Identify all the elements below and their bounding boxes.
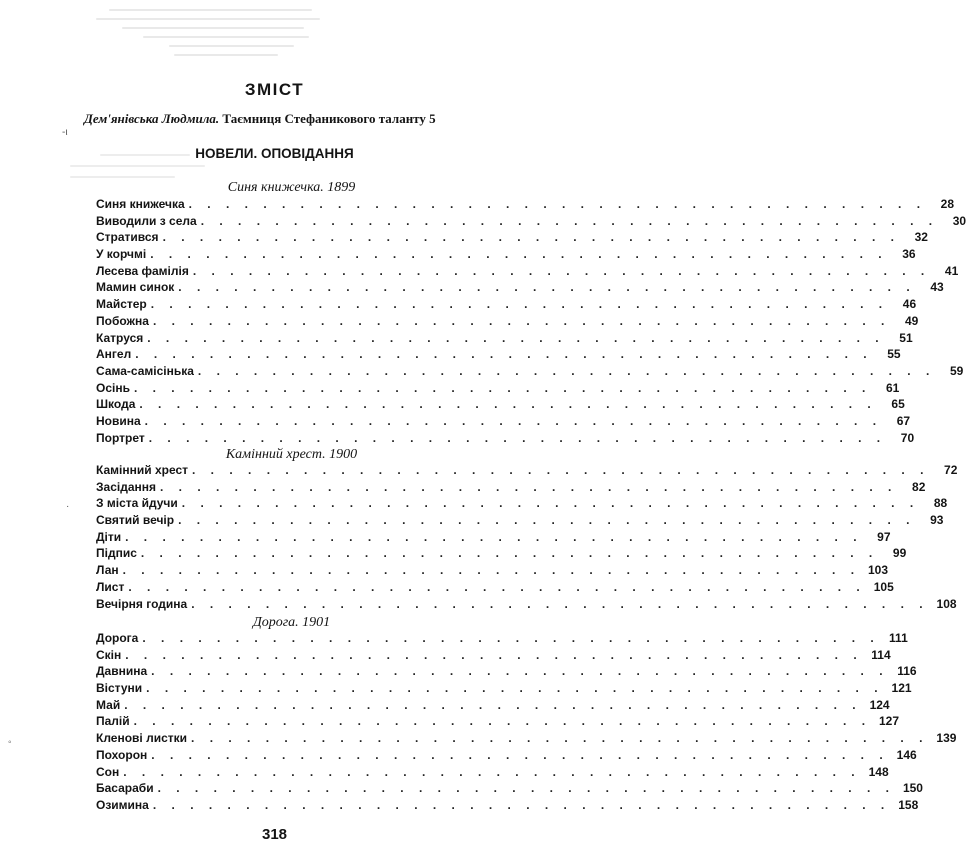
entry-title: Сама-самісінька bbox=[96, 363, 194, 378]
entry-page: 97 bbox=[877, 529, 891, 544]
dot-leader: . . . . . . . . . . . . . . . . . . . . . . . . . . . . . . . . . . . . . . . . bbox=[148, 430, 887, 445]
dot-leader: . . . . . . . . . . . . . . . . . . . . . . . . . . . . . . . . . . . . . . . . bbox=[150, 297, 889, 312]
dot-leader: . . . . . . . . . . . . . . . . . . . . . . . . . . . . . . . . . . . . . . . . bbox=[125, 647, 863, 662]
dot-leader: . . . . . . . . . . . . . . . . . . . . . . . . . . . . . . . . . . . . . . . . bbox=[133, 714, 872, 729]
entry-title: Підпис bbox=[96, 546, 137, 561]
entry-title: Лан bbox=[96, 563, 119, 578]
page-number: 318 bbox=[261, 826, 288, 843]
entry-title: Синя книжечка bbox=[96, 197, 185, 211]
show-through-text bbox=[70, 2, 330, 92]
entry-page: 67 bbox=[896, 413, 911, 428]
entry-page: 28 bbox=[940, 197, 955, 211]
entry-title: Похорон bbox=[96, 747, 148, 762]
dot-leader: . . . . . . . . . . . . . . . . . . . . . . . . . . . . . . . . . . . . . . . . bbox=[178, 280, 916, 295]
toc-entry bbox=[96, 413, 911, 431]
entry-page: 59 bbox=[949, 363, 964, 378]
toc-entry bbox=[96, 797, 919, 815]
dot-leader: . . . . . . . . . . . . . . . . . . . . . . . . . . . . . . . . . . . . . . . . bbox=[142, 631, 880, 645]
entry-page: 114 bbox=[871, 647, 891, 662]
dot-leader: . . . . . . . . . . . . . . . . . . . . . . . . . . . . . . . . . . . . . . . . bbox=[128, 579, 866, 594]
dot-leader: . . . . . . . . . . . . . . . . . . . . . . . . . . . . . . . . . . . . . . . . bbox=[191, 731, 929, 746]
entry-page: 127 bbox=[879, 714, 900, 729]
toc-entry bbox=[96, 347, 901, 364]
toc-entry bbox=[96, 529, 891, 547]
dot-leader: . . . . . . . . . . . . . . . . . . . . . . . . . . . . . . . . . . . . . . . . bbox=[152, 313, 891, 328]
toc-entry bbox=[96, 563, 889, 580]
toc-entry bbox=[96, 263, 959, 281]
entry-title: У корчмі bbox=[96, 247, 147, 262]
dot-leader: . . . . . . . . . . . . . . . . . . . . . . . . . . . . . . . . . . . . . . . . bbox=[150, 247, 888, 262]
entry-page: 49 bbox=[905, 313, 919, 328]
entry-page: 103 bbox=[868, 563, 889, 578]
dot-leader: . . . . . . . . . . . . . . . . . . . . . . . . . . . . . . . . . . . . . . . . bbox=[125, 529, 863, 544]
entry-title: Побожна bbox=[96, 313, 149, 328]
dot-leader: . . . . . . . . . . . . . . . . . . . . . . . . . . . . . . . . . . . . . . . . bbox=[200, 213, 939, 228]
entry-title: Палій bbox=[96, 714, 130, 729]
entry-title: Майстер bbox=[96, 297, 147, 312]
entry-title: Вечірня година bbox=[96, 596, 188, 611]
entry-page: 124 bbox=[869, 697, 890, 712]
entry-page: 65 bbox=[891, 397, 905, 412]
dot-leader: . . . . . . . . . . . . . . . . . . . . . . . . . . . . . . . . . . . . . . . . bbox=[162, 230, 900, 245]
dot-leader: . . . . . . . . . . . . . . . . . . . . . . . . . . . . . . . . . . . . . . . . bbox=[188, 197, 927, 211]
entry-title: Мамин синок bbox=[96, 280, 175, 295]
toc-list bbox=[96, 197, 966, 447]
entry-page: 55 bbox=[887, 347, 901, 362]
entry-page: 99 bbox=[892, 546, 907, 561]
toc-entry bbox=[96, 430, 915, 448]
dot-leader: . . . . . . . . . . . . . . . . . . . . . . . . . . . . . . . . . . . . . . . . bbox=[181, 496, 920, 511]
toc-entry bbox=[96, 397, 905, 414]
intro-author: Дем'янівська Людмила. bbox=[84, 111, 220, 126]
margin-mark: -ι bbox=[62, 127, 68, 138]
toc-entry bbox=[96, 280, 944, 297]
toc-list bbox=[96, 463, 958, 613]
entry-title: Камінний хрест bbox=[96, 463, 189, 477]
collection-title: Синя книжечка. 1899 bbox=[227, 180, 356, 195]
entry-title: Виводили з села bbox=[96, 213, 197, 228]
entry-title: Сон bbox=[96, 764, 120, 779]
entry-page: 41 bbox=[944, 263, 959, 278]
entry-title: Лист bbox=[96, 579, 125, 594]
entry-page: 43 bbox=[930, 280, 944, 295]
toc-entry bbox=[96, 247, 916, 264]
dot-leader: . . . . . . . . . . . . . . . . . . . . . . . . . . . . . . . . . . . . . . . . bbox=[124, 697, 862, 712]
toc-entry bbox=[96, 731, 957, 748]
entry-title: Кленові листки bbox=[96, 731, 188, 746]
toc-entry bbox=[96, 463, 958, 480]
entry-title: Новина bbox=[96, 413, 141, 428]
toc-entry bbox=[96, 546, 907, 563]
entry-title: Осінь bbox=[96, 380, 130, 395]
toc-entry bbox=[96, 596, 957, 614]
entry-title: Давнина bbox=[96, 664, 148, 679]
dot-leader: . . . . . . . . . . . . . . . . . . . . . . . . . . . . . . . . . . . . . . . . bbox=[191, 596, 929, 611]
toc-heading: ЗМІСТ bbox=[244, 80, 305, 99]
toc-entry bbox=[96, 747, 917, 765]
dot-leader: . . . . . . . . . . . . . . . . . . . . . . . . . . . . . . . . . . . . . . . . bbox=[123, 764, 861, 779]
dot-leader: . . . . . . . . . . . . . . . . . . . . . . . . . . . . . . . . . . . . . . . . bbox=[147, 330, 885, 345]
entry-page: 93 bbox=[930, 513, 944, 528]
entry-title: Катруся bbox=[96, 330, 144, 345]
entry-title: Вістуни bbox=[96, 681, 143, 696]
intro-page: 5 bbox=[429, 111, 436, 126]
entry-page: 46 bbox=[902, 297, 917, 312]
toc-list bbox=[96, 631, 957, 815]
entry-page: 82 bbox=[912, 479, 926, 494]
toc-entry bbox=[96, 213, 966, 231]
entry-page: 32 bbox=[914, 230, 928, 245]
entry-page: 108 bbox=[936, 596, 957, 611]
dot-leader: . . . . . . . . . . . . . . . . . . . . . . . . . . . . . . . . . . . . . . . . bbox=[160, 479, 898, 494]
entry-page: 51 bbox=[899, 330, 913, 345]
toc-entry bbox=[96, 631, 908, 648]
entry-page: 111 bbox=[889, 631, 908, 645]
dot-leader: . . . . . . . . . . . . . . . . . . . . . . . . . . . . . . . . . . . . . . . . bbox=[157, 781, 895, 796]
collection-title: Дорога. 1901 bbox=[252, 615, 331, 630]
entry-page: 146 bbox=[896, 747, 917, 762]
section-heading: НОВЕЛИ. ОПОВІДАННЯ bbox=[195, 146, 354, 161]
entry-title: З міста йдучи bbox=[96, 496, 178, 511]
entry-page: 61 bbox=[886, 380, 900, 395]
entry-title: Ангел bbox=[96, 347, 132, 362]
margin-mark: ◦ bbox=[8, 737, 12, 748]
toc-entry bbox=[96, 714, 900, 731]
entry-page: 139 bbox=[936, 731, 957, 746]
entry-title: Озимина bbox=[96, 797, 149, 812]
toc-entry bbox=[96, 197, 955, 214]
dot-leader: . . . . . . . . . . . . . . . . . . . . . . . . . . . . . . . . . . . . . . . . bbox=[139, 397, 877, 412]
entry-title: Басараби bbox=[96, 781, 154, 796]
entry-title: Стратився bbox=[96, 230, 159, 245]
dot-leader: . . . . . . . . . . . . . . . . . . . . . . . . . . . . . . . . . . . . . . . . bbox=[140, 546, 879, 561]
dot-leader: . . . . . . . . . . . . . . . . . . . . . . . . . . . . . . . . . . . . . . . . bbox=[135, 347, 873, 362]
dot-leader: . . . . . . . . . . . . . . . . . . . . . . . . . . . . . . . . . . . . . . . . bbox=[146, 681, 884, 696]
entry-page: 148 bbox=[868, 764, 889, 779]
toc-entry bbox=[96, 764, 889, 782]
dot-leader: . . . . . . . . . . . . . . . . . . . . . . . . . . . . . . . . . . . . . . . . bbox=[133, 380, 872, 395]
entry-title: Дорога bbox=[96, 631, 139, 645]
entry-page: 158 bbox=[898, 797, 919, 812]
dot-leader: . . . . . . . . . . . . . . . . . . . . . . . . . . . . . . . . . . . . . . . . bbox=[122, 563, 861, 578]
dot-leader: . . . . . . . . . . . . . . . . . . . . . . . . . . . . . . . . . . . . . . . . bbox=[151, 664, 889, 679]
dot-leader: . . . . . . . . . . . . . . . . . . . . . . . . . . . . . . . . . . . . . . . . bbox=[192, 263, 931, 278]
dot-leader: . . . . . . . . . . . . . . . . . . . . . . . . . . . . . . . . . . . . . . . . bbox=[197, 363, 936, 378]
toc-entry bbox=[96, 363, 964, 381]
toc-entry bbox=[96, 781, 923, 798]
toc-entry bbox=[96, 513, 944, 530]
toc-entry bbox=[96, 479, 926, 497]
toc-entry bbox=[96, 380, 900, 398]
toc-entry bbox=[96, 647, 891, 665]
toc-entry bbox=[96, 681, 912, 698]
intro-entry bbox=[84, 111, 504, 127]
dot-leader: . . . . . . . . . . . . . . . . . . . . . . . . . . . . . . . . . . . . . . . . bbox=[178, 513, 916, 528]
entry-page: 70 bbox=[900, 430, 915, 445]
toc-entry bbox=[96, 330, 913, 348]
toc-entry bbox=[96, 697, 890, 715]
dot-leader: . . . . . . . . . . . . . . . . . . . . . . . . . . . . . . . . . . . . . . . . bbox=[151, 747, 889, 762]
entry-page: 88 bbox=[933, 496, 948, 511]
entry-page: 72 bbox=[944, 463, 958, 477]
entry-title: Скін bbox=[96, 647, 122, 662]
dot-leader: . . . . . . . . . . . . . . . . . . . . . . . . . . . . . . . . . . . . . . . . bbox=[152, 797, 891, 812]
entry-page: 121 bbox=[891, 681, 912, 696]
dot-leader: . . . . . . . . . . . . . . . . . . . . . . . . . . . . . . . . . . . . . . . . bbox=[144, 413, 883, 428]
entry-page: 30 bbox=[952, 213, 966, 228]
entry-title: Шкода bbox=[96, 397, 136, 412]
entry-title: Святий вечір bbox=[96, 513, 175, 528]
entry-page: 150 bbox=[902, 781, 923, 796]
toc-entry bbox=[96, 230, 928, 247]
dot-leader: . . . . . . . . . . . . . . . . . . . . . . . . . . . . . . . . . . . . . . . . bbox=[192, 463, 930, 477]
entry-title: Портрет bbox=[96, 430, 145, 445]
toc-entry bbox=[96, 664, 917, 681]
entry-page: 105 bbox=[873, 579, 894, 594]
toc-entry bbox=[96, 313, 919, 331]
entry-title: Діти bbox=[96, 529, 122, 544]
intro-text: Таємниця Стефаникового таланту bbox=[222, 111, 426, 126]
toc-entry bbox=[96, 496, 948, 513]
collection-title: Камінний хрест. 1900 bbox=[225, 447, 358, 462]
entry-title: Засідання bbox=[96, 479, 156, 494]
toc-entry bbox=[96, 297, 917, 314]
toc-entry bbox=[96, 579, 894, 597]
entry-page: 36 bbox=[902, 247, 916, 262]
entry-page: 116 bbox=[897, 664, 917, 679]
entry-title: Лесева фамілія bbox=[96, 263, 189, 278]
margin-mark: · bbox=[66, 501, 70, 512]
entry-title: Май bbox=[96, 697, 121, 712]
